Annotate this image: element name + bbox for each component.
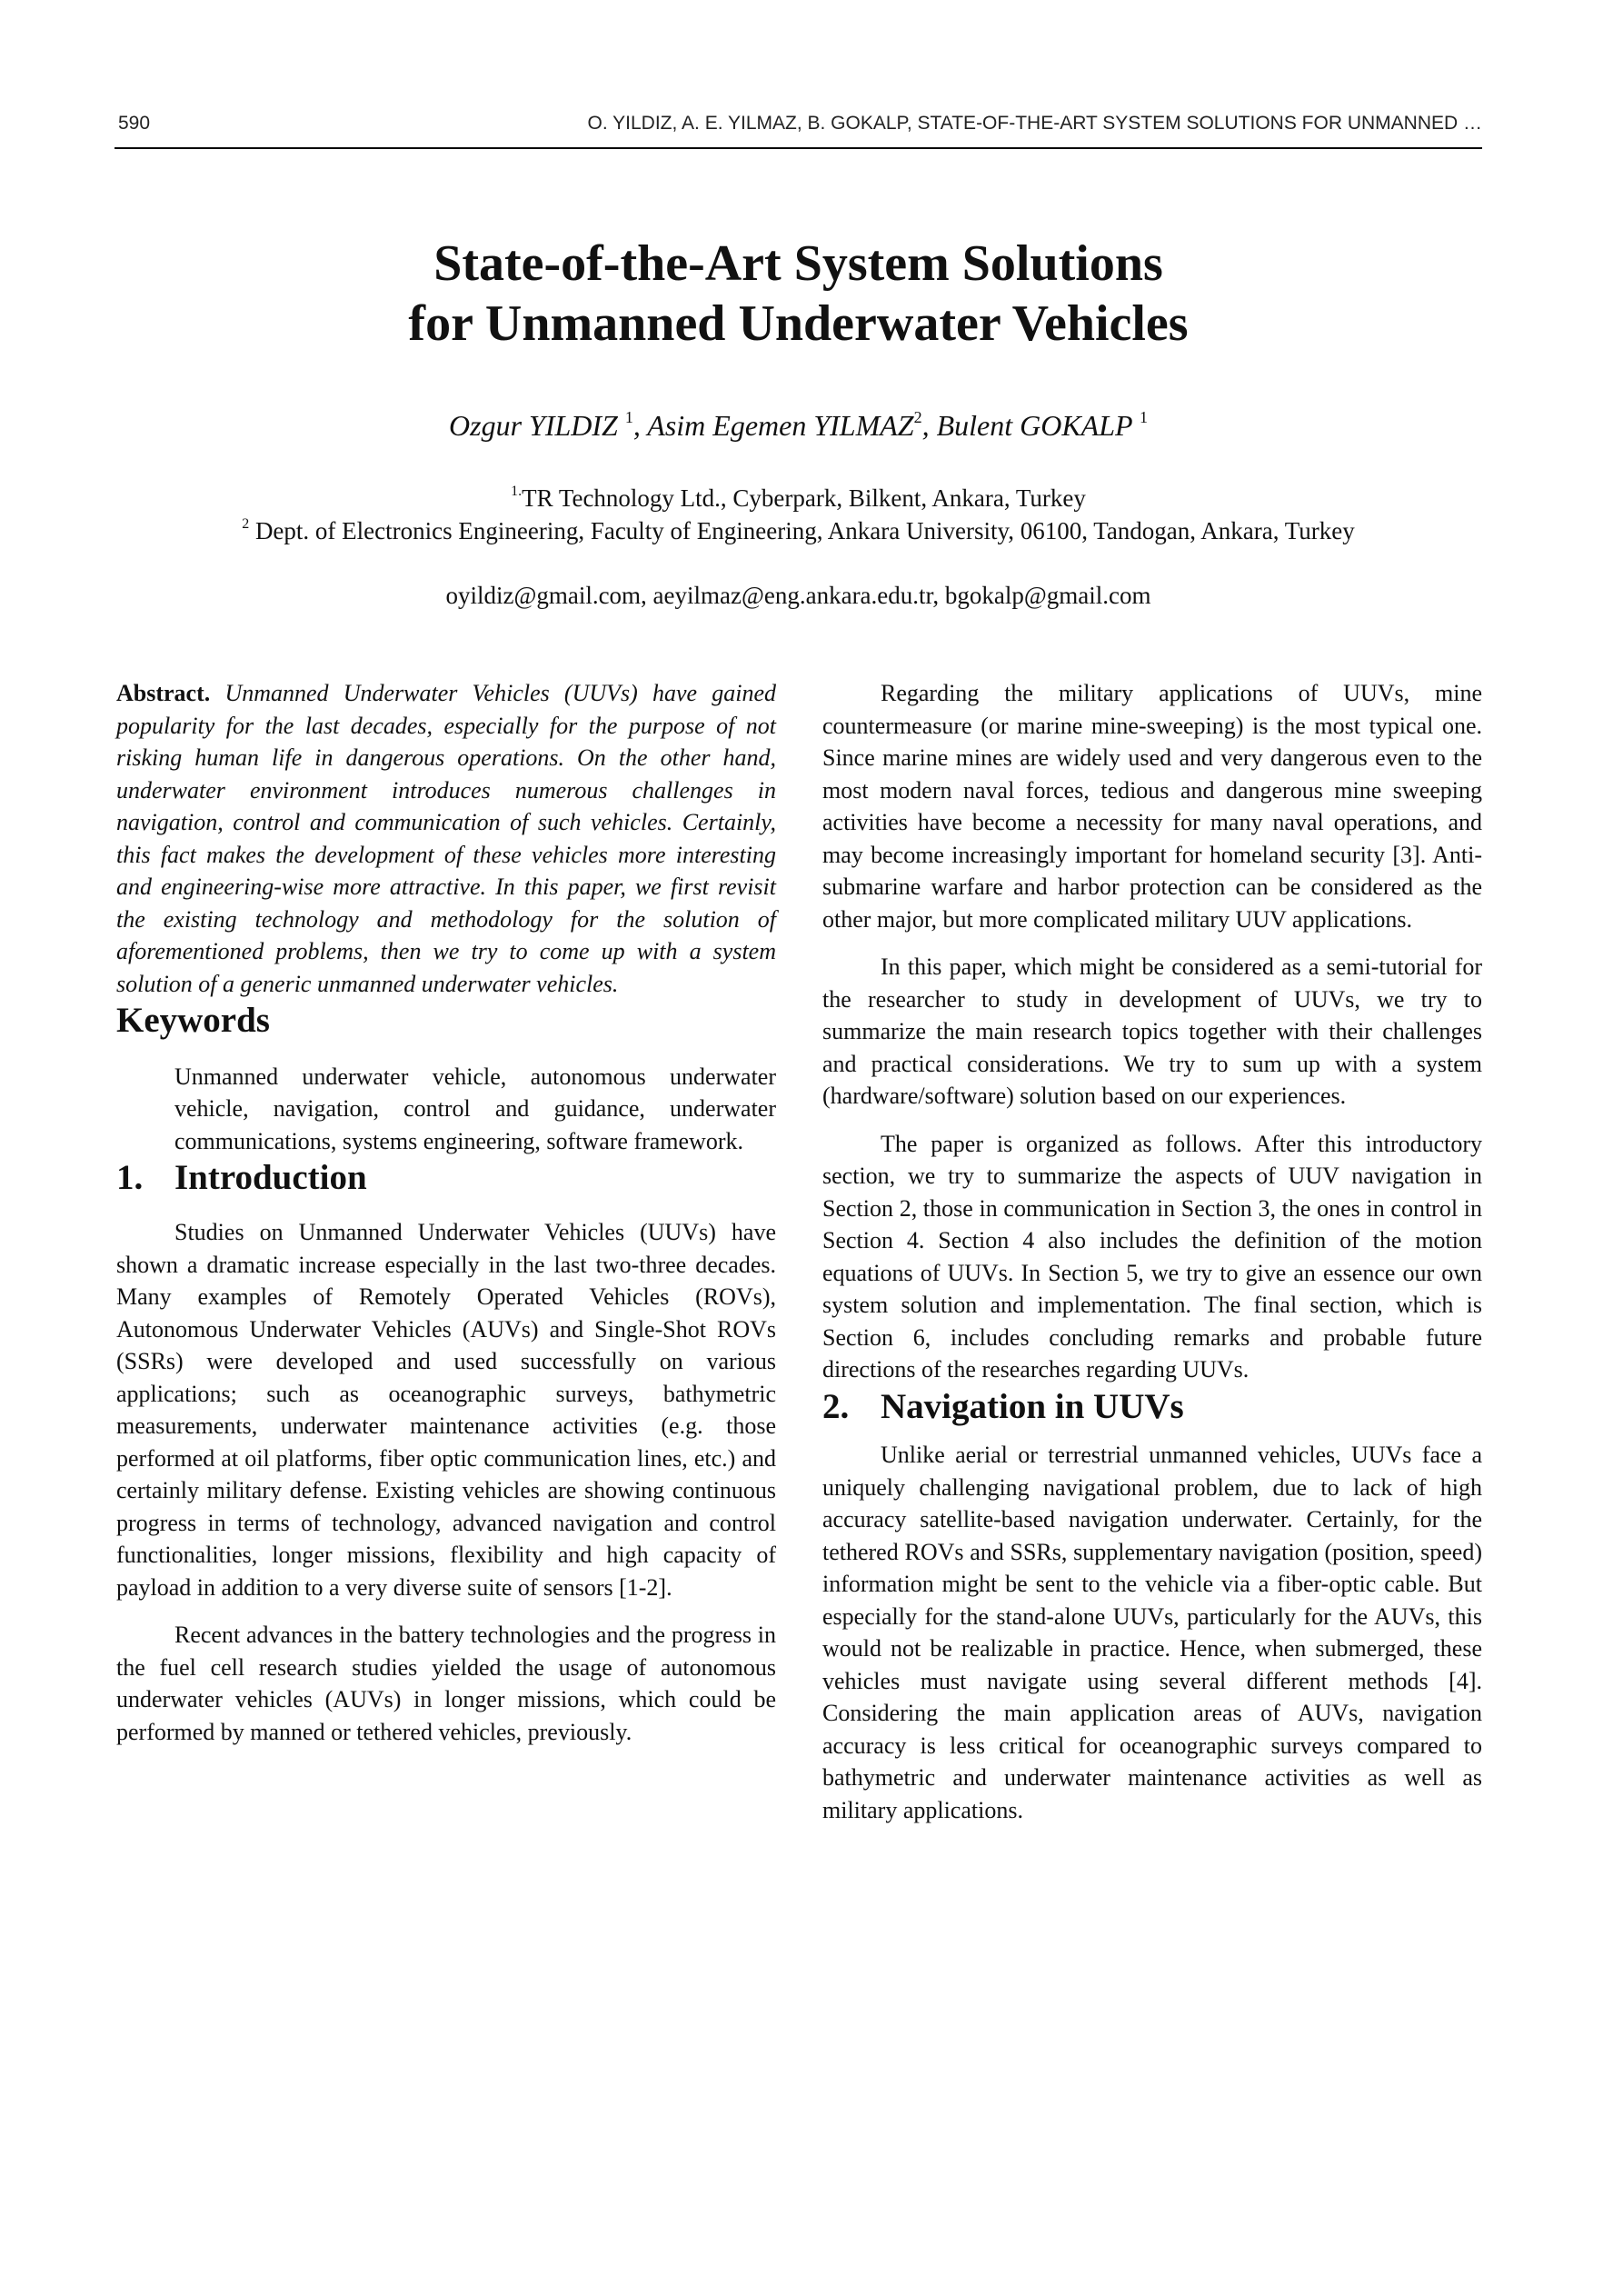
author-list: [115, 409, 1482, 443]
author-separator: ,: [632, 409, 648, 442]
affiliation-line: [115, 482, 1482, 514]
affiliation-text: Dept. of Electronics Engineering, Faculty of Engineering, Ankara University, 06100, Tandogan, Ankara, Turkey: [249, 517, 1355, 545]
keywords-text: Unmanned underwater vehicle, autonomous underwater vehicle, navigation, control and guidance, underwater communications, systems engineering, software framework.: [174, 1063, 776, 1154]
abstract-label: Abstract.: [116, 680, 211, 706]
paper-title: [115, 235, 1482, 354]
title-line-1: State-of-the-Art System Solutions: [433, 235, 1163, 292]
paragraph: Unlike aerial or terrestrial unmanned vehicles, UUVs face a uniquely challenging navigational problem, due to lack of high accuracy satellite-based navigation underwater. Certainly, for the tethered ROVs and SSRs, supplementary navigation (position, speed) information might be sent to the vehicle via a fiber-optic cable. But especially for the stand-alone UUVs, particularly for the AUVs, this would not be realizable in practice. Hence, when submerged, these vehicles must navigate using several different methods [4]. Considering the main application areas of AUVs, navigation accuracy is less critical for oceanographic surveys compared to bathymetric and underwater maintenance activities as well as military applications.: [822, 1442, 1482, 1823]
section-number: 2.: [822, 1386, 850, 1426]
author-name: Bulent GOKALP: [936, 409, 1132, 442]
affiliation-line: [115, 514, 1482, 547]
section-heading-introduction: [116, 1157, 776, 1200]
section-heading-navigation: [822, 1386, 1482, 1429]
paragraph: Regarding the military applications of UUVs, mine countermeasure (or marine mine-sweeping) is the most typical one. Since marine mines are widely used and very dangerous even to the most modern naval forces, tedious and dangerous mine sweeping activities have become a necessity for many naval operations, and may become increasingly important for homeland security [3]. Anti-submarine warfare and harbor protection can be considered as the other major, but more complicated military UUV applications.: [822, 680, 1482, 933]
section-title: Navigation in UUVs: [881, 1386, 1184, 1426]
author-affil-mark: 1: [624, 408, 633, 426]
section-title: Introduction: [174, 1158, 367, 1198]
affiliation-mark: 1.: [511, 484, 523, 499]
paragraph: The paper is organized as follows. After this introductory section, we try to summarize the aspects of UUV navigation in Section 2, those in communication in Section 3, the ones in control in Section 4. Section 4 also includes the definition of the motion equations of UUVs. In Section 5, we try to give an essence our own system solution and implementation. The final section, which is Section 6, includes concluding remarks and probable future directions of the researches regarding UUVs.: [822, 1130, 1482, 1383]
affiliations: [115, 482, 1482, 547]
author-separator: ,: [921, 409, 937, 442]
title-line-2: for Unmanned Underwater Vehicles: [408, 294, 1189, 352]
affiliation-text: TR Technology Ltd., Cyberpark, Bilkent, Ankara, Turkey: [522, 484, 1086, 512]
section-number: 1.: [116, 1158, 144, 1198]
author-emails: oyildiz@gmail.com, aeyilmaz@eng.ankara.edu.tr, bgokalp@gmail.com: [445, 582, 1151, 609]
right-column: [822, 677, 1482, 1826]
affiliation-mark: 2: [242, 516, 250, 533]
paragraph: In this paper, which might be considered as a semi-tutorial for the researcher to study in development of UUVs, we try to summarize the main research topics together with their challenges and practical considerations. We try to sum up with a system (hardware/software) solution based on our experiences.: [822, 953, 1482, 1109]
author-affil-mark: 1: [1139, 408, 1148, 426]
paragraph: Studies on Unmanned Underwater Vehicles (UUVs) have shown a dramatic increase especially in the last two-three decades. Many examples of Remotely Operated Vehicles (ROVs), Autonomous Underwater Vehicles (AUVs) and Single-Shot ROVs (SSRs) were developed and used successfully on various applications; such as oceanographic surveys, bathymetric measurements, underwater maintenance activities (e.g. those performed at oil platforms, fiber optic communication lines, etc.) and certainly military defense. Existing vehicles are showing continuous progress in terms of technology, advanced navigation and control functionalities, longer missions, flexibility and high capacity of payload in addition to a very diverse suite of sensors [1-2].: [116, 1219, 776, 1601]
abstract-text: Unmanned Underwater Vehicles (UUVs) have gained popularity for the last decades, especially for the purpose of not risking human life in dangerous operations. On the other hand, underwater environment introduces numerous challenges in navigation, control and communication of such vehicles. Certainly, this fact makes the development of these vehicles more interesting and engineering-wise more attractive. In this paper, we first revisit the existing technology and methodology for the solution of aforementioned problems, then we try to come up with a system solution of a generic unmanned underwater vehicles.: [116, 680, 776, 997]
author-name: Asim Egemen YILMAZ: [647, 409, 914, 442]
author-affil-mark: 2: [913, 408, 922, 426]
paragraph: Recent advances in the battery technologies and the progress in the fuel cell research studies yielded the usage of autonomous underwater vehicles (AUVs) in longer missions, which could be performed by manned or tethered vehicles, previously.: [116, 1622, 776, 1745]
abstract: [116, 677, 776, 1000]
title-block: [115, 235, 1482, 354]
author-name: Ozgur YILDIZ: [449, 409, 618, 442]
left-column: [116, 677, 776, 1748]
running-header: [115, 111, 1482, 149]
running-title: O. YILDIZ, A. E. YILMAZ, B. GOKALP, STATE-OF-THE-ART SYSTEM SOLUTIONS FOR UNMANNED …: [587, 113, 1482, 134]
keywords-heading: Keywords: [116, 1001, 270, 1040]
page-number: 590: [118, 113, 151, 134]
